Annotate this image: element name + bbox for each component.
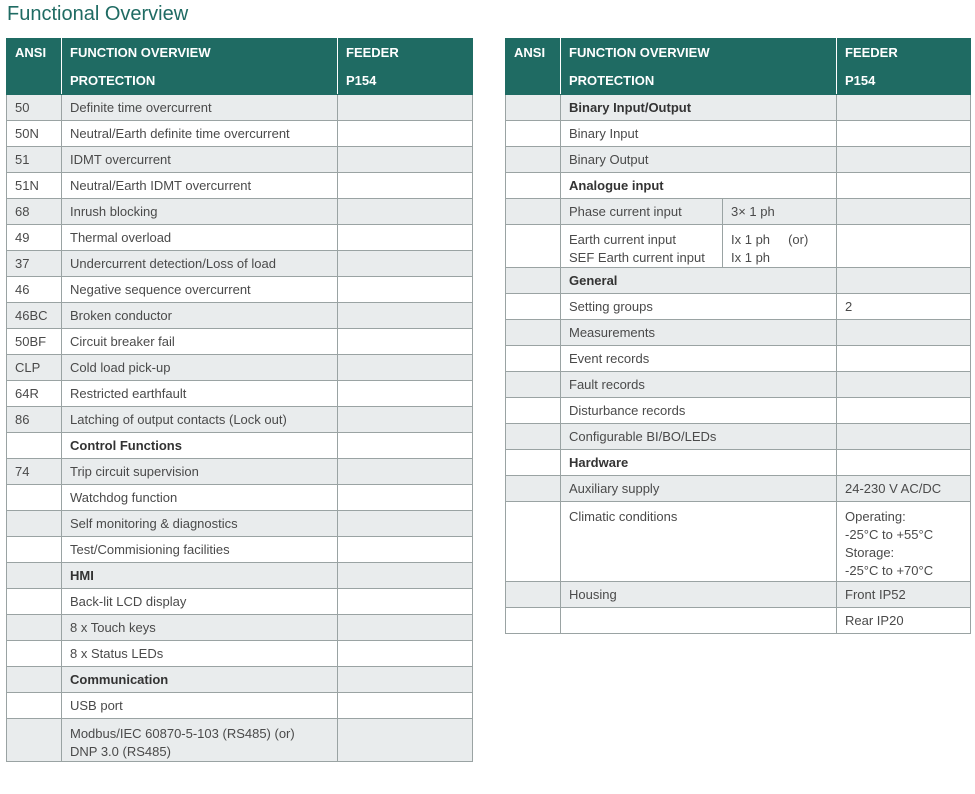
function-name: Climatic conditions <box>561 502 837 582</box>
ansi-code <box>506 173 561 199</box>
function-name: Broken conductor <box>62 303 338 329</box>
table-row <box>7 147 473 173</box>
table-row <box>7 95 473 121</box>
function-line: DNP 3.0 (RS485) <box>70 744 171 759</box>
table-row <box>7 173 473 199</box>
ansi-code: 74 <box>7 459 62 485</box>
blank-header <box>506 66 561 95</box>
header-row <box>506 38 971 66</box>
feeder-value <box>338 615 473 641</box>
feeder-value: Rear IP20 <box>837 608 971 634</box>
ansi-code: 49 <box>7 225 62 251</box>
ansi-code <box>506 398 561 424</box>
input-detail: 3× 1 ph <box>723 199 837 225</box>
table-row <box>7 693 473 719</box>
table-row <box>7 537 473 563</box>
feeder-value <box>338 641 473 667</box>
ansi-code <box>506 121 561 147</box>
feeder-value <box>338 225 473 251</box>
ansi-code: 50 <box>7 95 62 121</box>
left-function-table <box>6 38 473 762</box>
table-row <box>7 719 473 762</box>
table-row <box>506 476 971 502</box>
function-name <box>62 719 338 762</box>
ansi-code <box>7 641 62 667</box>
table-row <box>506 121 971 147</box>
ansi-header: ANSI <box>7 38 62 66</box>
table-row <box>7 459 473 485</box>
feeder-value <box>338 381 473 407</box>
function-name: Circuit breaker fail <box>62 329 338 355</box>
feeder-value <box>338 667 473 693</box>
section-row <box>506 95 971 121</box>
feeder-value <box>338 251 473 277</box>
table-row <box>7 615 473 641</box>
function-name: Neutral/Earth definite time overcurrent <box>62 121 338 147</box>
function-name: Back-lit LCD display <box>62 589 338 615</box>
section-heading: Communication <box>62 667 338 693</box>
function-name: Neutral/Earth IDMT overcurrent <box>62 173 338 199</box>
value-line: Operating: <box>845 509 906 524</box>
ansi-code: 46BC <box>7 303 62 329</box>
table-row <box>7 589 473 615</box>
subheader-row <box>7 66 473 95</box>
ansi-code <box>506 424 561 450</box>
function-name: Housing <box>561 582 837 608</box>
feeder-value: 24-230 V AC/DC <box>837 476 971 502</box>
function-overview-header: FUNCTION OVERVIEW <box>62 38 338 66</box>
section-row <box>506 268 971 294</box>
feeder-value <box>338 199 473 225</box>
feeder-value <box>338 433 473 459</box>
ansi-code <box>506 476 561 502</box>
feeder-value <box>837 424 971 450</box>
section-heading: Hardware <box>561 450 837 476</box>
ansi-code: 51N <box>7 173 62 199</box>
function-name: Restricted earthfault <box>62 381 338 407</box>
table-row <box>7 329 473 355</box>
table-row <box>506 372 971 398</box>
ansi-code <box>506 582 561 608</box>
table-row <box>506 320 971 346</box>
function-name: Setting groups <box>561 294 837 320</box>
function-name: Trip circuit supervision <box>62 459 338 485</box>
feeder-value <box>338 459 473 485</box>
feeder-value: Front IP52 <box>837 582 971 608</box>
section-heading: Binary Input/Output <box>561 95 837 121</box>
ansi-code: 86 <box>7 407 62 433</box>
ansi-code <box>7 433 62 459</box>
function-name: Watchdog function <box>62 485 338 511</box>
section-row <box>7 433 473 459</box>
ansi-code: CLP <box>7 355 62 381</box>
feeder-value <box>338 147 473 173</box>
ansi-code <box>7 589 62 615</box>
function-name: Event records <box>561 346 837 372</box>
function-name <box>561 225 723 268</box>
table-row <box>506 225 971 268</box>
function-name: Binary Input <box>561 121 837 147</box>
feeder-value <box>837 95 971 121</box>
function-name: Phase current input <box>561 199 723 225</box>
table-row <box>7 407 473 433</box>
ansi-code: 46 <box>7 277 62 303</box>
feeder-value <box>837 372 971 398</box>
section-row <box>506 450 971 476</box>
function-name: Measurements <box>561 320 837 346</box>
section-heading: Analogue input <box>561 173 837 199</box>
feeder-value <box>338 589 473 615</box>
function-line: SEF Earth current input <box>569 250 705 265</box>
value-line: -25°C to +70°C <box>845 563 934 578</box>
ansi-code <box>506 95 561 121</box>
table-row <box>7 303 473 329</box>
table-row <box>7 485 473 511</box>
ansi-code <box>506 268 561 294</box>
table-row <box>506 398 971 424</box>
section-heading: Control Functions <box>62 433 338 459</box>
function-line: Modbus/IEC 60870-5-103 (RS485) (or) <box>70 726 295 741</box>
feeder-value <box>338 121 473 147</box>
function-name: Cold load pick-up <box>62 355 338 381</box>
function-name: Fault records <box>561 372 837 398</box>
table-row <box>7 251 473 277</box>
feeder-header: FEEDER <box>338 38 473 66</box>
feeder-value <box>837 147 971 173</box>
subheader-row <box>506 66 971 95</box>
detail-line: Ix 1 ph <box>731 250 771 265</box>
section-row <box>7 563 473 589</box>
feeder-value <box>338 355 473 381</box>
feeder-value <box>837 320 971 346</box>
right-function-table <box>505 38 971 634</box>
value-line: -25°C to +55°C <box>845 527 934 542</box>
ansi-code: 51 <box>7 147 62 173</box>
table-row <box>506 199 971 225</box>
table-row <box>506 147 971 173</box>
section-heading: HMI <box>62 563 338 589</box>
ansi-code <box>506 502 561 582</box>
function-line: Earth current input <box>569 232 676 247</box>
ansi-code <box>506 199 561 225</box>
ansi-code: 50N <box>7 121 62 147</box>
ansi-code <box>7 485 62 511</box>
ansi-code: 68 <box>7 199 62 225</box>
feeder-value <box>338 277 473 303</box>
ansi-code <box>506 372 561 398</box>
feeder-value <box>338 485 473 511</box>
page-title: Functional Overview <box>7 3 189 25</box>
ansi-code <box>506 608 561 634</box>
function-name: Latching of output contacts (Lock out) <box>62 407 338 433</box>
section-row <box>7 667 473 693</box>
table-row <box>7 641 473 667</box>
table-row <box>506 424 971 450</box>
feeder-value <box>837 173 971 199</box>
feeder-value <box>338 563 473 589</box>
header-row <box>7 38 473 66</box>
table-row <box>7 511 473 537</box>
section-heading: General <box>561 268 837 294</box>
function-name: IDMT overcurrent <box>62 147 338 173</box>
feeder-value <box>338 303 473 329</box>
table-row <box>7 355 473 381</box>
table-row <box>7 277 473 303</box>
table-row <box>7 121 473 147</box>
table-row <box>506 502 971 582</box>
function-name <box>561 608 837 634</box>
ansi-code <box>7 693 62 719</box>
function-name: 8 x Status LEDs <box>62 641 338 667</box>
feeder-value: 2 <box>837 294 971 320</box>
ansi-code <box>7 667 62 693</box>
feeder-value <box>837 268 971 294</box>
model-header: P154 <box>338 66 473 95</box>
feeder-value <box>338 329 473 355</box>
ansi-code <box>7 563 62 589</box>
function-name: Thermal overload <box>62 225 338 251</box>
value-line: Storage: <box>845 545 895 560</box>
blank-header <box>7 66 62 95</box>
function-name: Configurable BI/BO/LEDs <box>561 424 837 450</box>
input-detail <box>723 225 837 268</box>
table-row <box>506 582 971 608</box>
feeder-value <box>338 537 473 563</box>
table-row <box>7 381 473 407</box>
function-name: USB port <box>62 693 338 719</box>
section-row <box>506 173 971 199</box>
table-row <box>506 608 971 634</box>
function-name: Definite time overcurrent <box>62 95 338 121</box>
protection-header: PROTECTION <box>62 66 338 95</box>
ansi-code: 50BF <box>7 329 62 355</box>
model-header: P154 <box>837 66 971 95</box>
ansi-code <box>506 294 561 320</box>
ansi-header: ANSI <box>506 38 561 66</box>
ansi-code <box>506 346 561 372</box>
detail-line: Ix 1 ph (or) <box>731 232 809 247</box>
ansi-code: 64R <box>7 381 62 407</box>
feeder-value <box>837 225 971 268</box>
ansi-code <box>506 320 561 346</box>
feeder-value <box>338 693 473 719</box>
ansi-code <box>7 719 62 762</box>
function-name: 8 x Touch keys <box>62 615 338 641</box>
table-row <box>7 225 473 251</box>
ansi-code <box>7 511 62 537</box>
feeder-value <box>837 450 971 476</box>
feeder-value <box>338 511 473 537</box>
feeder-value <box>837 502 971 582</box>
feeder-value <box>338 95 473 121</box>
function-name: Inrush blocking <box>62 199 338 225</box>
feeder-value <box>338 407 473 433</box>
feeder-value <box>837 346 971 372</box>
ansi-code <box>506 147 561 173</box>
function-overview-header: FUNCTION OVERVIEW <box>561 38 837 66</box>
ansi-code <box>7 615 62 641</box>
function-name: Auxiliary supply <box>561 476 837 502</box>
feeder-header: FEEDER <box>837 38 971 66</box>
ansi-code: 37 <box>7 251 62 277</box>
function-name: Self monitoring & diagnostics <box>62 511 338 537</box>
table-row <box>7 199 473 225</box>
ansi-code <box>506 225 561 268</box>
feeder-value <box>837 398 971 424</box>
feeder-value <box>837 199 971 225</box>
feeder-value <box>837 121 971 147</box>
table-row <box>506 294 971 320</box>
function-name: Test/Commisioning facilities <box>62 537 338 563</box>
feeder-value <box>338 719 473 762</box>
function-name: Disturbance records <box>561 398 837 424</box>
function-name: Binary Output <box>561 147 837 173</box>
function-name: Undercurrent detection/Loss of load <box>62 251 338 277</box>
table-row <box>506 346 971 372</box>
ansi-code <box>506 450 561 476</box>
feeder-value <box>338 173 473 199</box>
ansi-code <box>7 537 62 563</box>
protection-header: PROTECTION <box>561 66 837 95</box>
function-name: Negative sequence overcurrent <box>62 277 338 303</box>
